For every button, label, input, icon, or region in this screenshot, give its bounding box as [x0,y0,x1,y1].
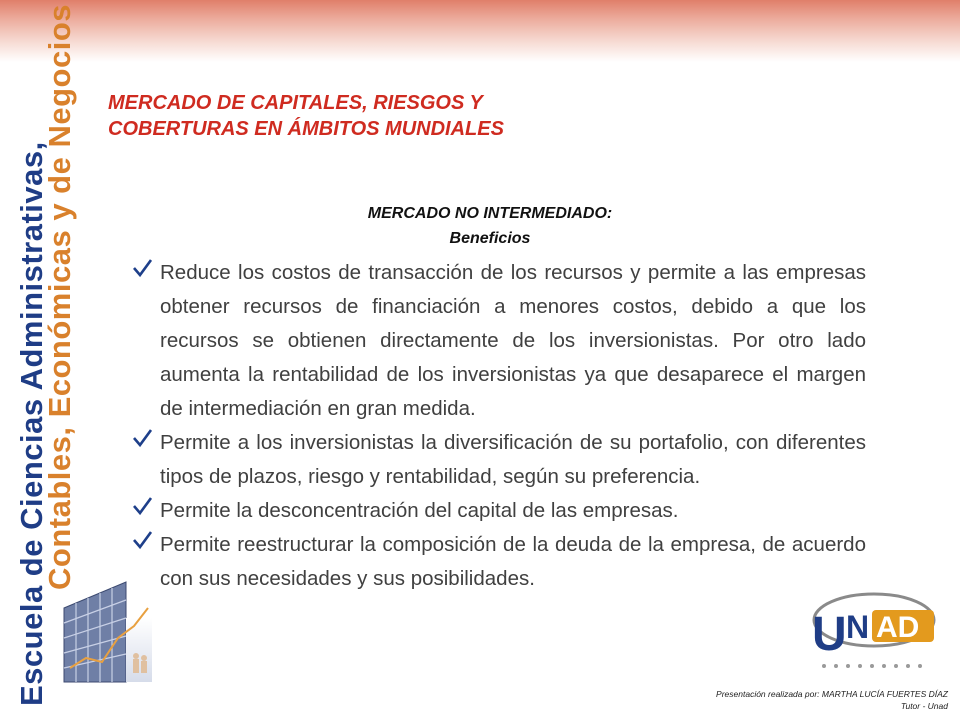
list-item-text: Permite a los inversionistas la diversificación de su portafolio, con diferentes tipos de plazos, riesgo y rentabilidad, según su preferencia. [160,431,866,488]
list-item-text: Reduce los costos de transacción de los recursos y permite a las empresas obtener recursos de financiación a menores costos, debido a que los recursos se obtienen directamente de los inversionistas. Por otro lado aumenta la rentabilidad de los inversionistas ya que desaparece el margen de intermediación en gran medida. [160,261,866,420]
presentation-title [108,90,668,142]
author-role: Tutor - Unad [900,701,948,711]
unad-logo [808,590,940,672]
title-line-1: MERCADO DE CAPITALES, RIESGOS Y [108,92,483,114]
section-subheading: Beneficios [449,230,531,247]
checkmark-icon [132,258,152,278]
list-item [130,256,866,426]
list-item-text: Permite reestructurar la composición de la deuda de la empresa, de acuerdo con sus necesidades y sus posibilidades. [160,533,866,590]
list-item [130,426,866,494]
school-banner-line1: Escuela de Ciencias Administrativas, [14,141,49,706]
building-image [56,578,156,686]
list-item-text: Permite la desconcentración del capital de las empresas. [160,499,679,522]
logo-letters-ad: AD [876,611,920,644]
checkmark-icon [132,428,152,448]
checkmark-icon [132,496,152,516]
benefits-list [130,256,866,594]
logo-letter-n: N [846,609,870,645]
title-line-2: COBERTURAS EN ÁMBITOS MUNDIALES [108,118,504,140]
list-item [130,494,866,528]
section-heading: MERCADO NO INTERMEDIADO: [367,205,613,222]
checkmark-icon [132,530,152,550]
top-gradient-band [0,0,960,62]
author-credit: Presentación realizada por: MARTHA LUCÍA FUERTES DÍAZ [716,689,948,699]
logo-letter-u: U [812,608,847,661]
school-banner-line2: Contables, Económicas y de Negocios [42,4,77,590]
list-item [130,528,866,594]
